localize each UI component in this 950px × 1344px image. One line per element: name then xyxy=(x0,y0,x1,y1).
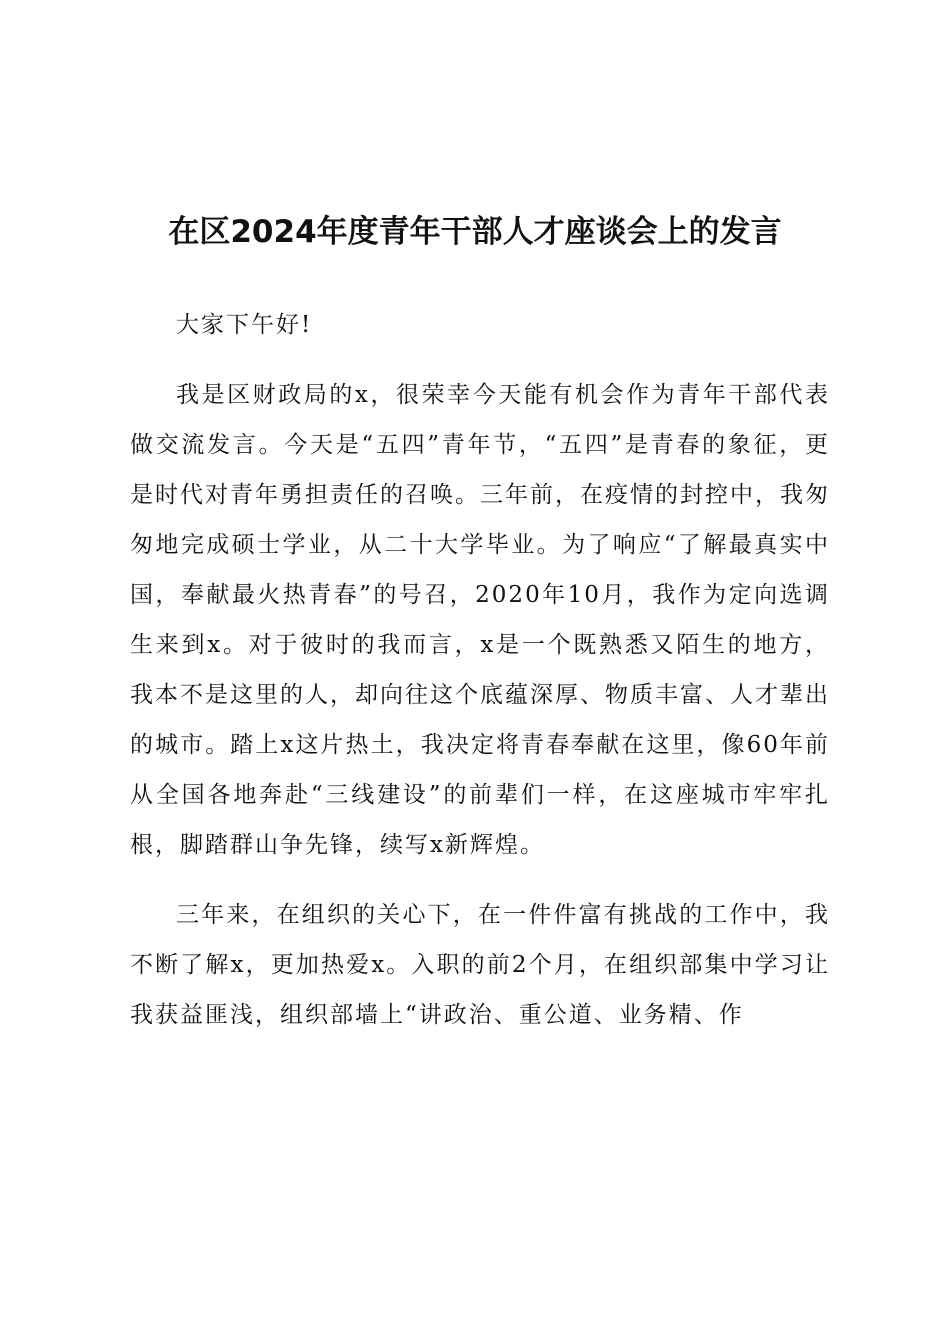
paragraph-greeting: 大家下午好! xyxy=(176,312,313,338)
document-title: 在区2024年度青年干部人才座谈会上的发言 xyxy=(168,214,782,250)
paragraph-three-years: 三年来，在组织的关心下，在一件件富有挑战的工作中，我不断了解x，更加热爱x。入职的前2个月，在组织部集中学习让我获益匪浅，组织部墙上“讲政治、重公道、业务精、作 xyxy=(130,902,830,1028)
document-body xyxy=(130,300,830,1060)
paragraph-introduction: 我是区财政局的x，很荣幸今天能有机会作为青年干部代表做交流发言。今天是“五四”青年节，“五四”是青春的象征，更是时代对青年勇担责任的召唤。三年前，在疫情的封控中，我匆匆地完成硕士学业，从二十大学毕业。为了响应“了解最真实中国，奉献最火热青春”的号召，2020年10月，我作为定向选调生来到x。对于彼时的我而言，x是一个既熟悉又陌生的地方，我本不是这里的人，却向往这个底蕴深厚、物质丰富、人才辈出的城市。踏上x这片热土，我决定将青春奉献在这里，像60年前从全国各地奔赴“三线建设”的前辈们一样，在这座城市牢牢扎根，脚踏群山争先锋，续写x新辉煌。 xyxy=(130,382,830,858)
